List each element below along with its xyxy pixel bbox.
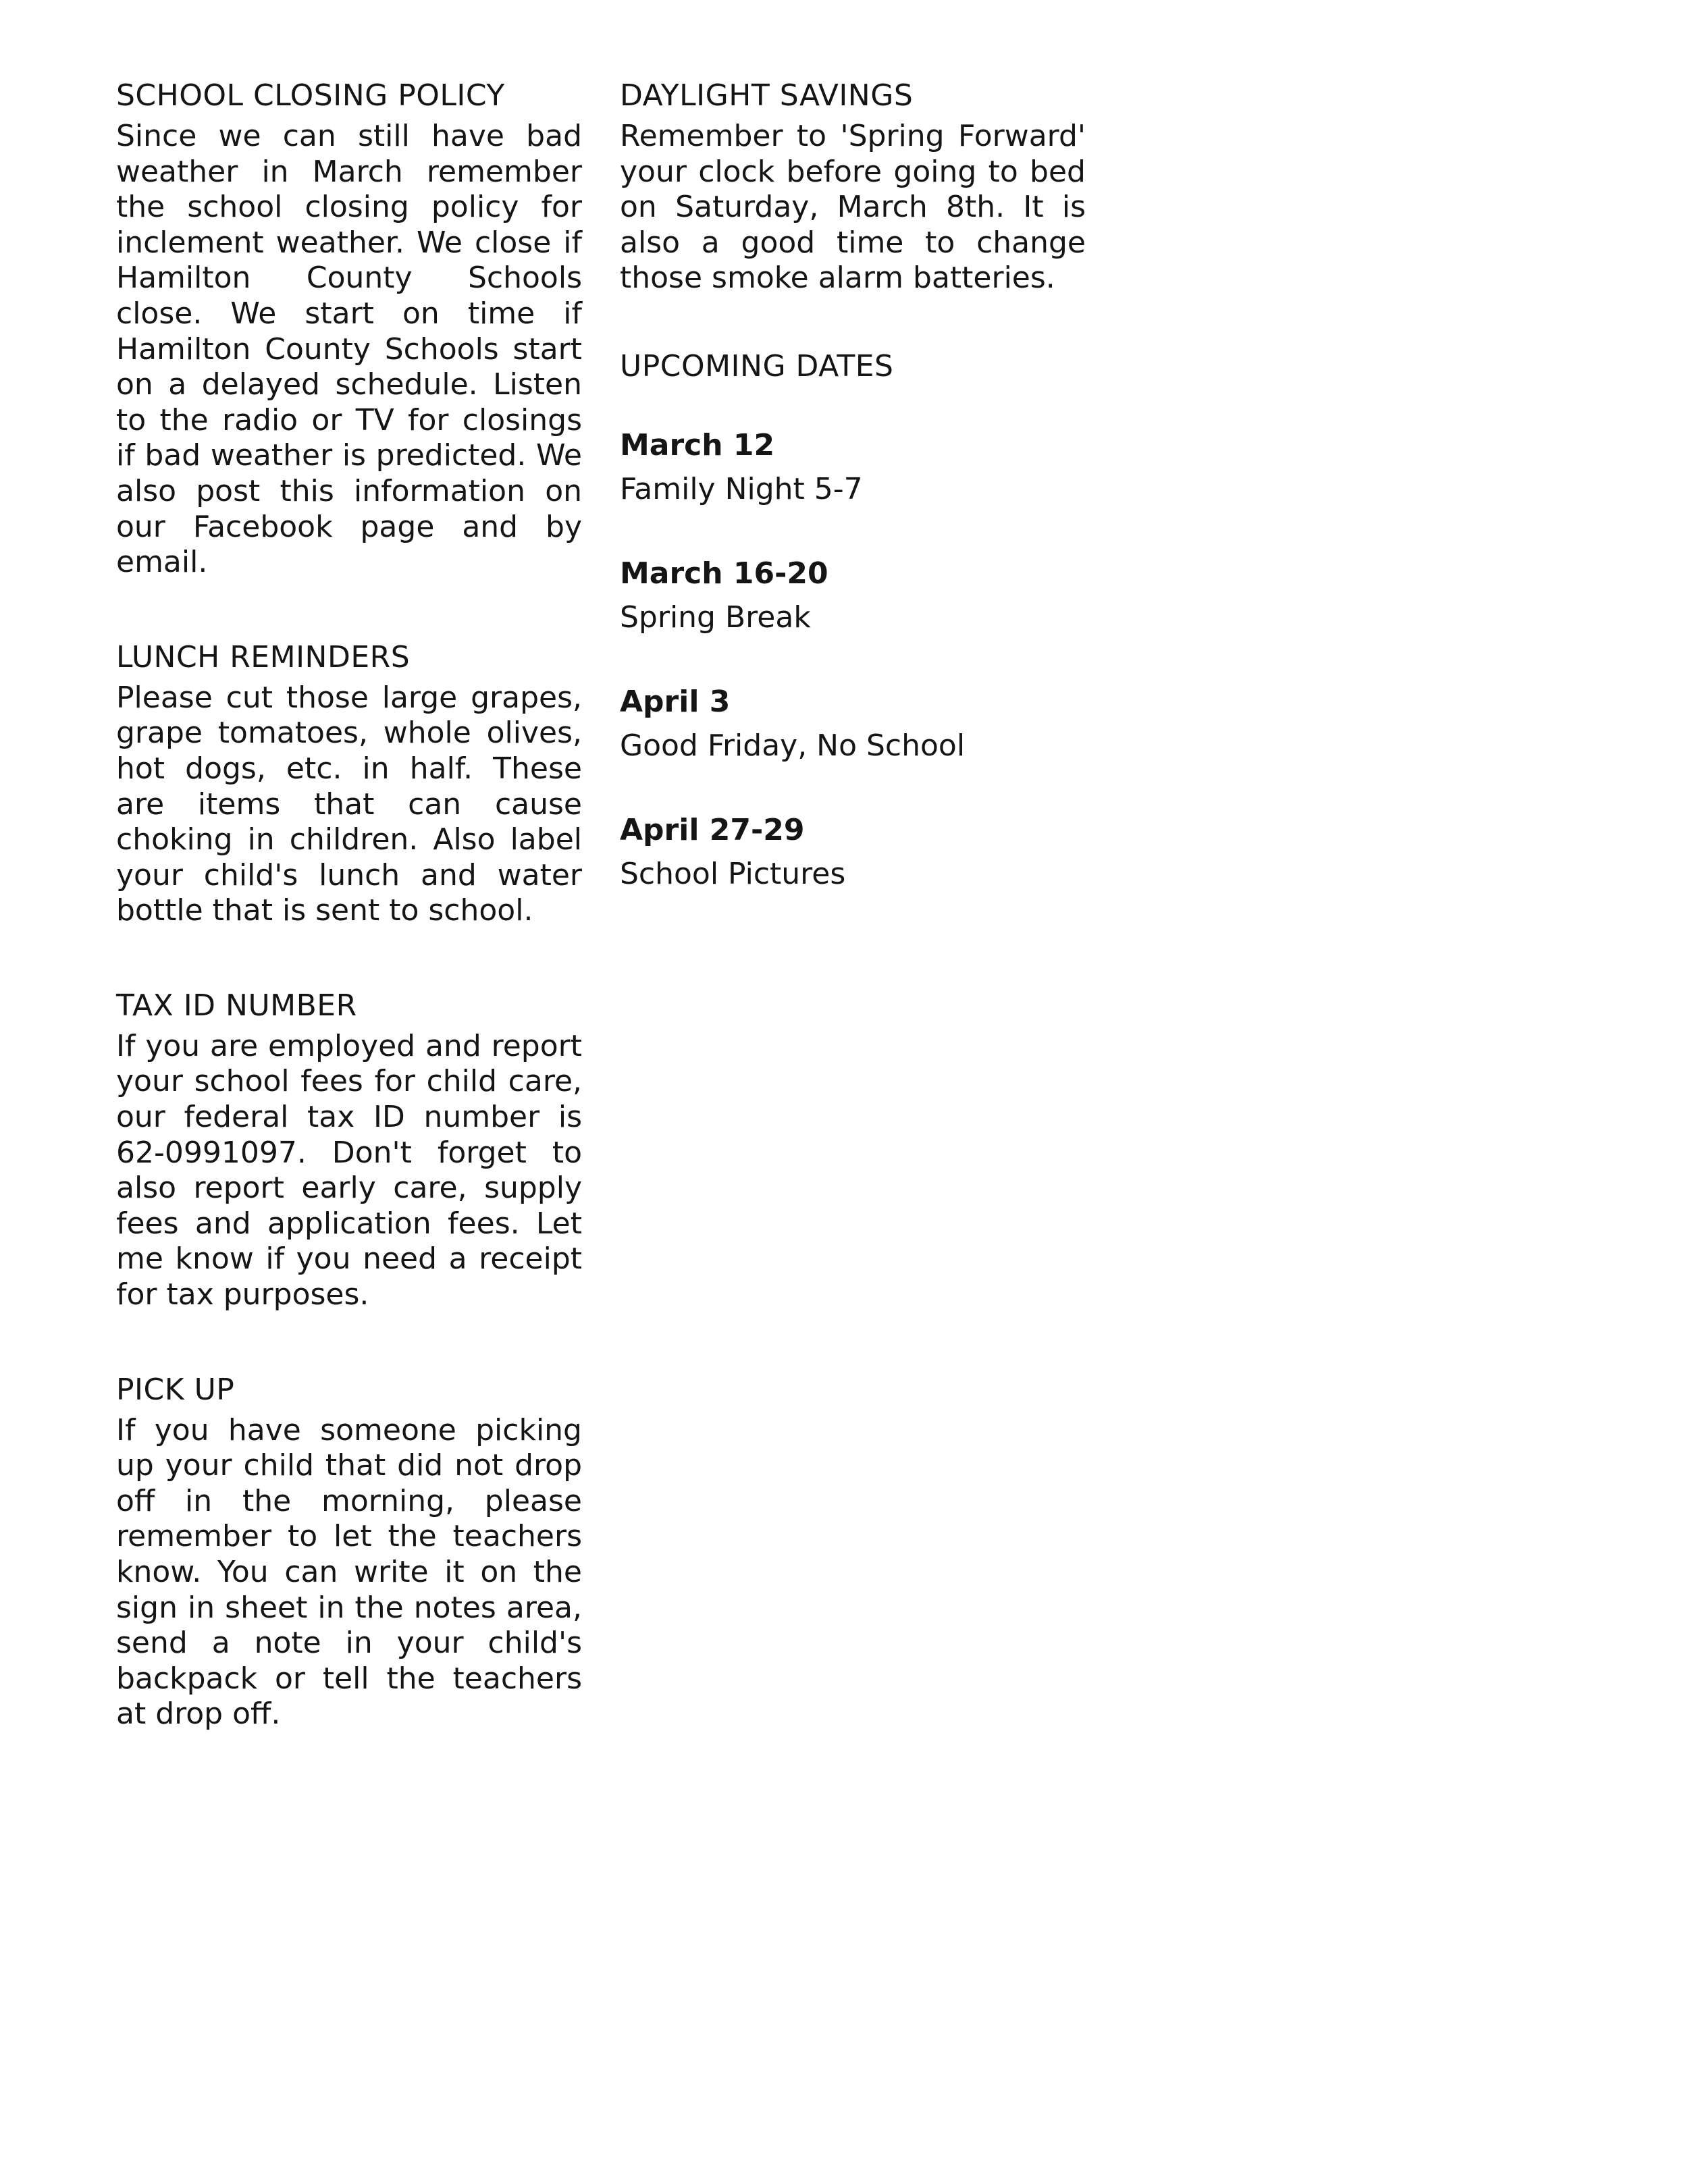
event-description: Family Night 5-7 — [620, 471, 863, 506]
upcoming-dates-heading: UPCOMING DATES — [620, 348, 894, 383]
event-date: March 16-20 — [620, 556, 828, 591]
tax-id-heading: TAX ID NUMBER — [116, 988, 357, 1023]
pick-up-heading: PICK UP — [116, 1372, 235, 1407]
event-date: April 3 — [620, 684, 731, 719]
lunch-reminders-body: Please cut those large grapes, grape tomatoes, whole olives, hot dogs, etc. in half. These are items that can cause choking in children. Also label your child's lunch and water bottle that is sent to school. — [116, 680, 582, 928]
list-item — [620, 425, 1086, 512]
lunch-reminders-section — [116, 640, 582, 929]
lunch-reminders-heading: LUNCH REMINDERS — [116, 639, 411, 674]
event-date: April 27-29 — [620, 812, 805, 847]
left-column — [116, 78, 582, 1732]
right-column — [620, 78, 1086, 938]
pick-up-body: If you have someone picking up your child that did not drop off in the morning, please remember to let the teachers know. You can write it on the sign in sheet in the notes area, send a note in your child's backpack or tell the teachers at drop off. — [116, 1412, 582, 1732]
school-closing-heading: SCHOOL CLOSING POLICY — [116, 78, 505, 113]
event-description: Good Friday, No School — [620, 728, 966, 763]
tax-id-body: If you are employed and report your school fees for child care, our federal tax ID number is 62-0991097. Don't forget to also report early care, supply fees and application fees. Let me know if you need a receipt for tax purposes. — [116, 1028, 582, 1312]
school-closing-section — [116, 78, 582, 581]
school-closing-body: Since we can still have bad weather in March remember the school closing policy for inclement weather. We close if Hamilton County Schools close. We start on time if Hamilton County Schools start on a delayed schedule. Listen to the radio or TV for closings if bad weather is predicted. We also post this information on our Facebook page and by email. — [116, 119, 582, 580]
daylight-savings-heading: DAYLIGHT SAVINGS — [620, 78, 914, 113]
tax-id-section — [116, 988, 582, 1313]
upcoming-dates-section — [620, 349, 1086, 897]
pick-up-section — [116, 1373, 582, 1732]
event-date: March 12 — [620, 427, 775, 462]
upcoming-dates-list — [620, 425, 1086, 897]
daylight-savings-section — [620, 78, 1086, 296]
daylight-savings-body: Remember to 'Spring Forward' your clock before going to bed on Saturday, March 8th. It is also a good time to change those smoke alarm batteries. — [620, 119, 1086, 296]
list-item — [620, 681, 1086, 769]
event-description: Spring Break — [620, 600, 811, 635]
list-item — [620, 809, 1086, 897]
event-description: School Pictures — [620, 856, 846, 891]
list-item — [620, 553, 1086, 641]
